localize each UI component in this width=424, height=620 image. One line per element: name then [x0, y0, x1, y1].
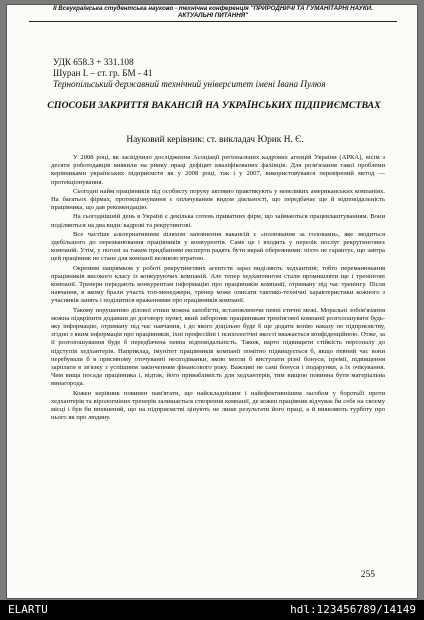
document-page — [6, 4, 418, 599]
handle-link[interactable]: hdl:123456789/14149 — [290, 603, 416, 616]
udc-code: УДК 658.3 + 331.108 — [53, 57, 134, 67]
conference-header-line-2: АКТУАЛЬНІ ПИТАННЯ" — [177, 12, 249, 19]
university-line: Тернопільський державний технічний університет імені Івана Пулюя — [53, 79, 326, 89]
paragraph: У 2008 році, як засвідчило дослідження Асоціації регіональних кадрових агенцій України (АРКА), вісім з десяти роботодавців виявили на ринку праці дефіцит кваліфікованих фахівців. Для розв'язання такої проблеми керівниками українських підприємств як у 2008 році, так і у 2007, використовувався перевірений метод — протекціонування. — [51, 154, 385, 186]
article-title: СПОСОБИ ЗАКРИТТЯ ВАКАНСІЙ НА УКРАЇНСЬКИХ ПІДПРИЄМСТВАХ — [47, 100, 381, 111]
paragraph: Такому порушенню ділової етики можна запобігти, встановлюючи певні етичні межі. Моральні зобов'язання можна підкріпити додавши до договору пункт, який забороняє працівникам тренінгової компанії розголошувати будь-яку інформацію, отриману під час навчання, і до якого доцільно буде б ще додати копію наказу по підприємству, згідно з яким інформація про працівників, їхні професійні і психологічні якості вважається конфіденційною. Отже, за її розголошування буде б передбачена певна відповідальність. Також, варто підвищити стійкість персоналу до підступів хедхантерів. Наприклад, імунітет працівників компанії помітно підвищується б, якщо певний час вони перебували б в присмному оточуванні несподіванки, якою могли б виступати різні бонуси, премії, підвищення зарплати в зв'язку з успішним закінченням фінансового року. Важливі не самі бонуси і подарунки, а їх очікування. Чим вища посада працівника і, відтак, його привабливість для хедхантерів, тим вищою повинна бути матеріальна винагорода. — [51, 306, 385, 388]
paragraph: Кожен керівник повинен пам'ятати, що найскладнішим і найефективнішим засобом у боротьбі проти хедхантерів та вірологміних тренерів залишається створення компанії, де кожен працівник відчуває би себе на своєму місці і був би впевнений, що на підприємстві цінують не лише результати його праці, а й виявляють турботу про нього як про людину. — [51, 389, 385, 422]
conference-header-line-1: II Всеукраїнська студентська науково - технічна конференція "ПРИРОДНИЧІ ТА ГУМАНІТАРНІ НАУКИ. — [53, 5, 373, 12]
scientific-advisor: Науковий керівник: ст. викладач Юрик Н. Є. — [126, 135, 304, 145]
paragraph: Сьогодні найм працівників під особисту поруку активно практикують у невеликих американських компаніях. На багатьох фірмах, протекціонування є оплачуваним видом діяльності, що передбачає ще й відповідальність працівника, що дав рекомендацію. — [51, 187, 385, 212]
page-number: 255 — [360, 570, 375, 580]
paragraph: Окремим напрямком у роботі рекрутингових агентств зараз виділяють хедхантинг, тобто переманювання працівників високого класу із конкуруючих компаній. Але тепер хедхантингом стали промишляти ще і тренінгові компанії. Тренери передають конкурентам інформацію про працівників компанії, отриману під час тренінгу. Після навчання, в якому брали участь топ-менеджери, тренер може описати тактико-технічні характеристики кожного з учасників занять і поділитися враженнями про працівників компанії. — [51, 264, 385, 305]
conference-header — [29, 5, 397, 19]
author-line: Шуран І. – ст. гр. БМ - 41 — [53, 68, 153, 78]
header-rule — [29, 21, 397, 22]
paragraph: На сьогоднішній день в Україні є декілька сотень приватних фірм, що займаються працевлаштуванням. Вони поділяються на два види: кадрові та рекрутингові. — [51, 213, 385, 229]
repository-footer — [0, 600, 424, 620]
paragraph: Все частіше альтернативним шляхом заповнення вакансій є «полювання за головами», яке зводиться здебільшого до переманювання працівників у конкурентів. Саме це і входить у перелік послуг рекрутингових компаній. Утім, у погоні за таким придбанням експерти радять бути вкрай обережними: ніхто не гарантує, що завтра цей працівник не стане для компанії великою втратою. — [51, 230, 385, 263]
repository-name: ELARTU — [8, 603, 48, 616]
article-body — [51, 154, 385, 424]
